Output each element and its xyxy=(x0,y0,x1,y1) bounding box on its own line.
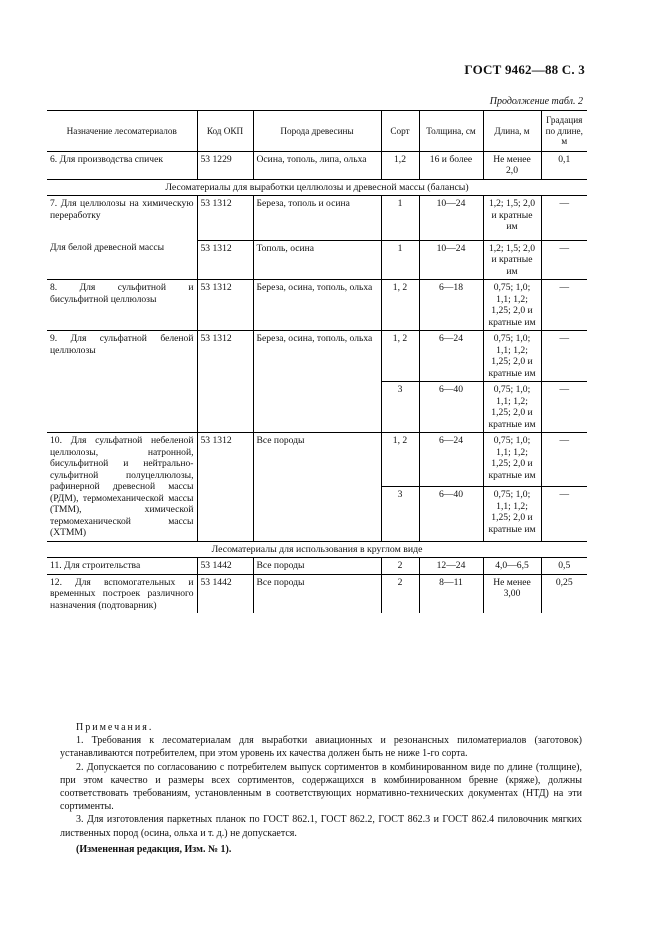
cell-grade: 2 xyxy=(381,558,419,575)
cell-gradation: — xyxy=(541,331,587,382)
cell-species: Береза, осина, тополь, ольха xyxy=(253,331,381,433)
col-header-grade: Сорт xyxy=(381,111,419,152)
table-row xyxy=(47,574,587,613)
lumber-table xyxy=(47,110,587,613)
cell-grade: 1 xyxy=(381,240,419,280)
col-header-gradation: Градация по длине, м xyxy=(541,111,587,152)
cell-thickness: 10—24 xyxy=(419,240,483,280)
cell-species: Береза, осина, тополь, ольха xyxy=(253,280,381,331)
section-heading-row xyxy=(47,179,587,196)
cell-grade: 1,2 xyxy=(381,151,419,179)
col-header-species: Порода древесины xyxy=(253,111,381,152)
notes-section xyxy=(60,721,582,856)
table-row xyxy=(47,196,587,241)
cell-code: 53 1442 xyxy=(197,574,253,613)
cell-gradation: — xyxy=(541,433,587,487)
cell-length: 0,75; 1,0; 1,1; 1,2; 1,25; 2,0 и кратные им xyxy=(483,331,541,382)
cell-length: 0,75; 1,0; 1,1; 1,2; 1,25; 2,0 и кратные им xyxy=(483,280,541,331)
note-3: 3. Для изготовления паркетных планок по ГОСТ 862.1, ГОСТ 862.2, ГОСТ 862.3 и ГОСТ 862.4 пиловочник мягких лиственных пород (осина, ольха и т. д.) не допускается. xyxy=(60,814,582,839)
table-continuation-label: Продолжение табл. 2 xyxy=(489,96,583,107)
cell-length: 0,75; 1,0; 1,1; 1,2; 1,25; 2,0 и кратные им xyxy=(483,487,541,541)
cell-thickness: 6—18 xyxy=(419,280,483,331)
col-header-length: Длина, м xyxy=(483,111,541,152)
cell-code: 53 1312 xyxy=(197,240,253,280)
section-heading-round-timber: Лесоматериалы для использования в круглом виде xyxy=(47,541,587,558)
table-row xyxy=(47,558,587,575)
cell-grade: 1, 2 xyxy=(381,280,419,331)
section-heading-row xyxy=(47,541,587,558)
cell-thickness: 6—24 xyxy=(419,433,483,487)
cell-grade: 1 xyxy=(381,196,419,241)
cell-gradation: — xyxy=(541,487,587,541)
col-header-code: Код ОКП xyxy=(197,111,253,152)
cell-purpose: 6. Для производства спичек xyxy=(50,153,164,165)
note-1: 1. Требования к лесоматериалам для выработки авиационных и резонансных пиломатериалов (заготовок) устанавливаются потребителем, при этом уровень их качества должен быть не ниже 1-го сорта. xyxy=(60,735,582,760)
page-header: ГОСТ 9462—88 С. 3 xyxy=(464,62,585,77)
cell-grade: 3 xyxy=(381,487,419,541)
cell-thickness: 6—24 xyxy=(419,331,483,382)
cell-grade: 1, 2 xyxy=(381,433,419,487)
table-row xyxy=(47,240,587,280)
cell-length: 0,75; 1,0; 1,1; 1,2; 1,25; 2,0 и кратные им xyxy=(483,382,541,433)
cell-gradation: — xyxy=(541,240,587,280)
table-header-row xyxy=(47,111,587,152)
table-row xyxy=(47,433,587,487)
notes-title: Примечания. xyxy=(76,722,154,733)
cell-purpose: 11. Для строительства xyxy=(47,558,197,575)
cell-length: 1,2; 1,5; 2,0 и кратные им xyxy=(483,196,541,241)
cell-species: Все породы xyxy=(253,433,381,542)
cell-length: Не менее 2,0 xyxy=(483,151,541,179)
cell-code: 53 1442 xyxy=(197,558,253,575)
cell-grade: 3 xyxy=(381,382,419,433)
col-header-thickness: Толщина, см xyxy=(419,111,483,152)
cell-thickness: 6—40 xyxy=(419,382,483,433)
cell-species: Тополь, осина xyxy=(253,240,381,280)
cell-thickness: 6—40 xyxy=(419,487,483,541)
cell-code: 53 1229 xyxy=(197,151,253,179)
table-row xyxy=(47,280,587,331)
cell-gradation: 0,1 xyxy=(541,151,587,179)
cell-grade: 2 xyxy=(381,574,419,613)
cell-length: 1,2; 1,5; 2,0 и кратные им xyxy=(483,240,541,280)
cell-thickness: 12—24 xyxy=(419,558,483,575)
cell-code: 53 1312 xyxy=(197,196,253,241)
cell-code: 53 1312 xyxy=(197,280,253,331)
section-heading-balances: Лесоматериалы для выработки целлюлозы и древесной массы (балансы) xyxy=(47,179,587,196)
cell-purpose: 7. Для целлюлозы на химическую переработку xyxy=(47,196,197,241)
cell-gradation: 0,25 xyxy=(541,574,587,613)
cell-grade: 1, 2 xyxy=(381,331,419,382)
cell-thickness: 8—11 xyxy=(419,574,483,613)
cell-length: 0,75; 1,0; 1,1; 1,2; 1,25; 2,0 и кратные им xyxy=(483,433,541,487)
cell-gradation: — xyxy=(541,382,587,433)
table-row xyxy=(47,331,587,382)
cell-species: Все породы xyxy=(253,558,381,575)
table-row xyxy=(47,151,587,179)
cell-species: Осина, тополь, липа, ольха xyxy=(253,151,381,179)
cell-code: 53 1312 xyxy=(197,433,253,542)
cell-purpose: 9. Для сульфатной беленой целлюлозы xyxy=(47,331,197,433)
cell-thickness: 10—24 xyxy=(419,196,483,241)
cell-code: 53 1312 xyxy=(197,331,253,433)
cell-purpose: Для белой древесной массы xyxy=(50,242,165,253)
cell-purpose: 12. Для вспомогательных и временных построек различного назначения (подтоварник) xyxy=(47,574,197,613)
cell-gradation: 0,5 xyxy=(541,558,587,575)
cell-length: Не менее 3,00 xyxy=(483,574,541,613)
cell-species: Береза, тополь и осина xyxy=(253,196,381,241)
cell-purpose: 10. Для сульфатной небеленой целлюлозы, натронной, бисульфитной и нейтрально-сульфитной полуцеллюлозы, рафинерной древесной массы (РДМ), термомеханической массы (ТММ), химической термомеханической массы (ХТММ) xyxy=(47,433,197,542)
cell-gradation: — xyxy=(541,196,587,241)
cell-length: 4,0—6,5 xyxy=(483,558,541,575)
edition-note: (Измененная редакция, Изм. № 1). xyxy=(76,843,232,855)
cell-gradation: — xyxy=(541,280,587,331)
cell-purpose: 8. Для сульфитной и бисульфитной целлюлозы xyxy=(47,280,197,331)
col-header-purpose: Назначение лесоматериалов xyxy=(47,111,197,152)
cell-species: Все породы xyxy=(253,574,381,613)
cell-thickness: 16 и более xyxy=(419,151,483,179)
note-2: 2. Допускается по согласованию с потребителем выпуск сортиментов в комбинированном виде по длине (толщине), при этом качество и размеры всех сортиментов, содержащихся в комбинированном бревне (кряже), должны соответствовать требованиям, установленным в соответствующих нормативно-технических документах (НТД) на эти сортименты. xyxy=(60,761,582,813)
